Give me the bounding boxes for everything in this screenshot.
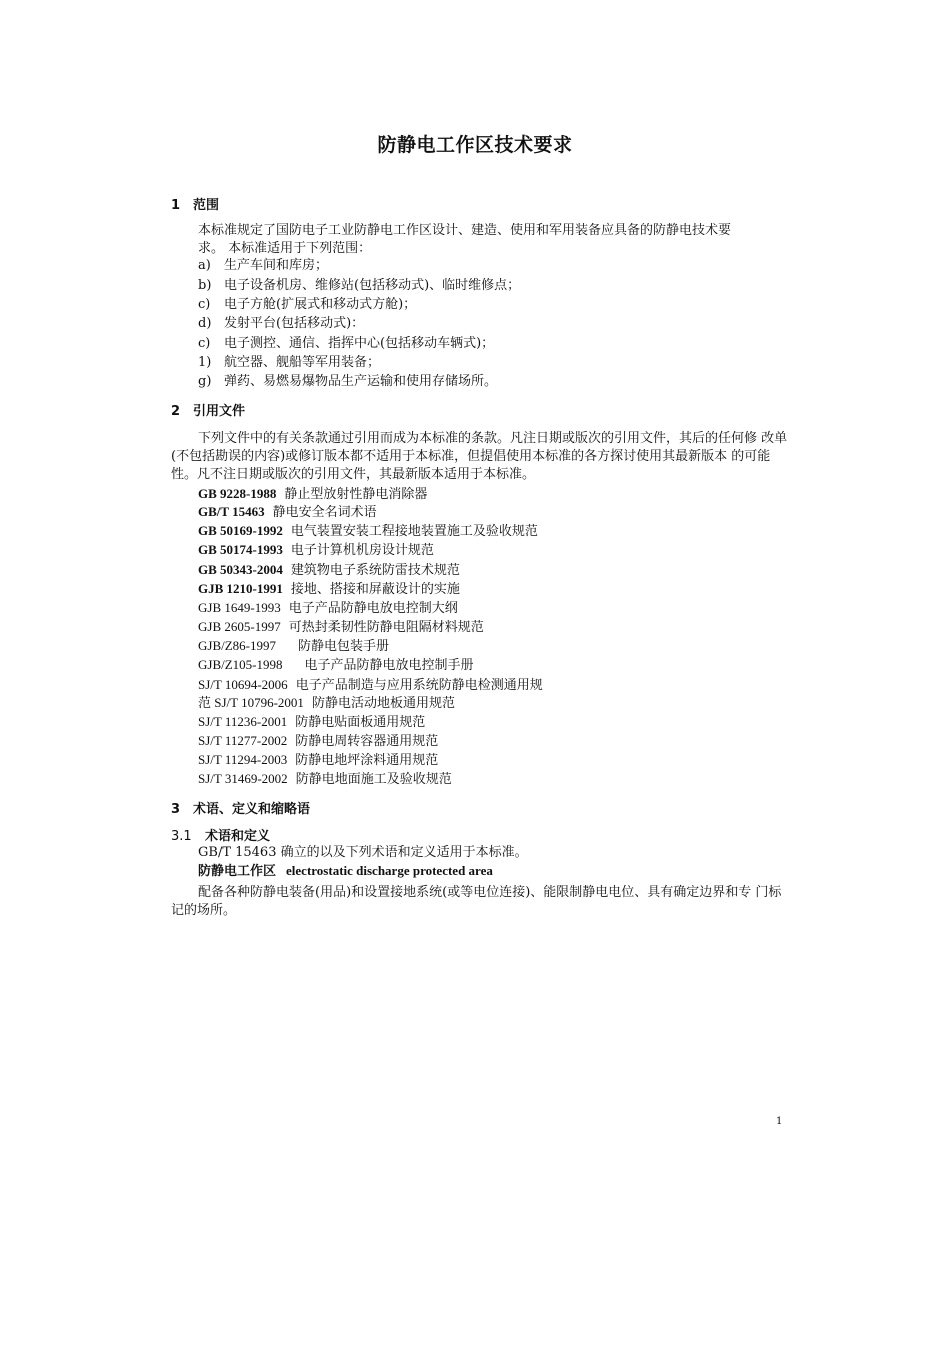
reference-entry [198,637,389,656]
reference-code: SJ/T 11236-2001 [198,714,288,729]
reference-code: GJB 2605-1997 [198,619,281,634]
scope-line-1: 本标准规定了国防电子工业防静电工作区设计、建造、使用和军用装备应具备的防静电技术要 [198,223,732,238]
reference-title: 电子计算机机房设计规范 [290,543,434,558]
scope-line-2: 求。 本标准适用于下列范围： [198,241,372,256]
scope-item [198,335,494,353]
section-2-number: 2 [171,404,181,419]
term-definition: 配备各种防静电装备(用品)和设置接地系统(或等电位连接)、能限制静电电位、具有确定边界和专 门标记的场所。 [171,885,782,918]
reference-entry [198,770,452,789]
reference-code: GJB 1649-1993 [198,600,281,615]
section-1-title: 范围 [193,198,220,213]
reference-entry [198,751,438,770]
scope-item-text: 电子测控、通信、指挥中心(包括移动车辆式)； [224,336,495,351]
reference-code: GB 50174-1993 [198,542,283,557]
reference-code: SJ/T 11277-2002 [198,733,288,748]
reference-entry [198,541,434,560]
section-2-heading [171,400,245,419]
scope-item [198,277,520,295]
scope-item [198,354,380,372]
reference-title: 电子产品制造与应用系统防静电检测通用规 [295,678,543,693]
reference-code: GB 9228-1988 [198,486,277,501]
reference-entry [198,561,460,580]
reference-code: SJ/T 31469-2002 [198,771,288,786]
reference-title: 静电安全名词术语 [272,505,377,520]
section-3-1-heading [171,825,270,844]
scope-item-label: a) [198,258,211,273]
scope-item-label: 1) [198,355,212,370]
scope-item-label: d) [198,316,212,331]
term-chinese: 防静电工作区 [198,864,277,879]
document-title: 防静电工作区技术要求 [377,134,573,156]
reference-title: 电气装置安装工程接地装置施工及验收规范 [290,524,538,539]
scope-item-label: b) [198,278,212,293]
references-intro: 下列文件中的有关条款通过引用而成为本标准的条款。凡注日期或版次的引用文件，其后的任何修 改单(不包括勘误的内容)或修订版本都不适用于本标准，但提倡使用本标准的各方探讨使用其最新版本 的可能性。凡不注日期或版次的引用文件，其最新版本适用于本标准。 [171,431,788,482]
reference-code: SJ/T 10694-2006 [198,677,288,692]
reference-entry [198,503,377,522]
reference-title: 防静电地面施工及验收规范 [295,772,452,787]
scope-item-text: 电子方舱(扩展式和移动式方舱)； [224,297,417,312]
reference-entry [198,599,458,618]
scope-item-text: 生产车间和库房； [224,258,329,273]
scope-item-text: 航空器、舰船等军用装备； [224,355,381,370]
scope-item-label: c) [198,297,211,312]
reference-title: 防静电周转容器通用规范 [295,734,439,749]
section-2-title: 引用文件 [193,404,246,419]
terms-intro: GB/T 15463 确立的以及下列术语和定义适用于本标准。 [198,845,528,860]
reference-title: 防静电活动地板通用规范 [311,696,455,711]
scope-item [198,315,364,333]
scope-item-text: 发射平台(包括移动式)： [224,316,365,331]
reference-code: GJB/Z105-1998 [198,657,283,672]
reference-code: GB 50169-1992 [198,523,283,538]
scope-item [198,257,328,275]
reference-title: 电子产品防静电放电控制大纲 [288,601,458,616]
reference-title: 防静电包装手册 [298,639,390,654]
reference-title: 建筑物电子系统防雷技术规范 [290,563,460,578]
section-3-1-title: 术语和定义 [205,829,271,844]
scope-item-text: 电子设备机房、维修站(包括移动式)、临时维修点； [224,278,521,293]
reference-entry [198,618,484,637]
page-number: 1 [776,1116,783,1127]
reference-code: 范 SJ/T 10796-2001 [198,695,304,710]
reference-code: GB/T 15463 [198,504,265,519]
reference-title: 防静电贴面板通用规范 [295,715,426,730]
reference-entry [198,713,425,732]
section-3-1-number: 3.1 [171,829,192,844]
scope-item [198,373,497,391]
section-3-title: 术语、定义和缩略语 [193,802,311,817]
reference-entry [198,656,474,675]
section-3-heading [171,798,310,817]
scope-item-label: c) [198,336,211,351]
reference-title: 电子产品防静电放电控制手册 [304,658,474,673]
reference-code: GJB 1210-1991 [198,581,283,596]
reference-entry [198,522,538,541]
reference-title: 可热封柔韧性防静电阻隔材料规范 [288,620,484,635]
reference-entry [198,485,427,504]
reference-code: GJB/Z86-1997 [198,638,276,653]
reference-entry [198,732,438,751]
reference-code: SJ/T 11294-2003 [198,752,288,767]
term-entry [198,862,493,881]
reference-entry [198,580,460,599]
reference-entry [198,676,543,695]
reference-title: 防静电地坪涂料通用规范 [295,753,439,768]
section-1-heading [171,194,219,213]
reference-title: 静止型放射性静电消除器 [284,487,428,502]
term-english: electrostatic discharge protected area [286,863,493,878]
scope-item-text: 弹药、易燃易爆物品生产运输和使用存储场所。 [224,374,498,389]
section-3-number: 3 [171,802,181,817]
scope-item [198,296,416,314]
reference-entry [198,694,455,713]
scope-item-label: g) [198,374,212,389]
reference-code: GB 50343-2004 [198,562,283,577]
reference-title: 接地、搭接和屏蔽设计的实施 [290,582,460,597]
section-1-number: 1 [171,198,181,213]
